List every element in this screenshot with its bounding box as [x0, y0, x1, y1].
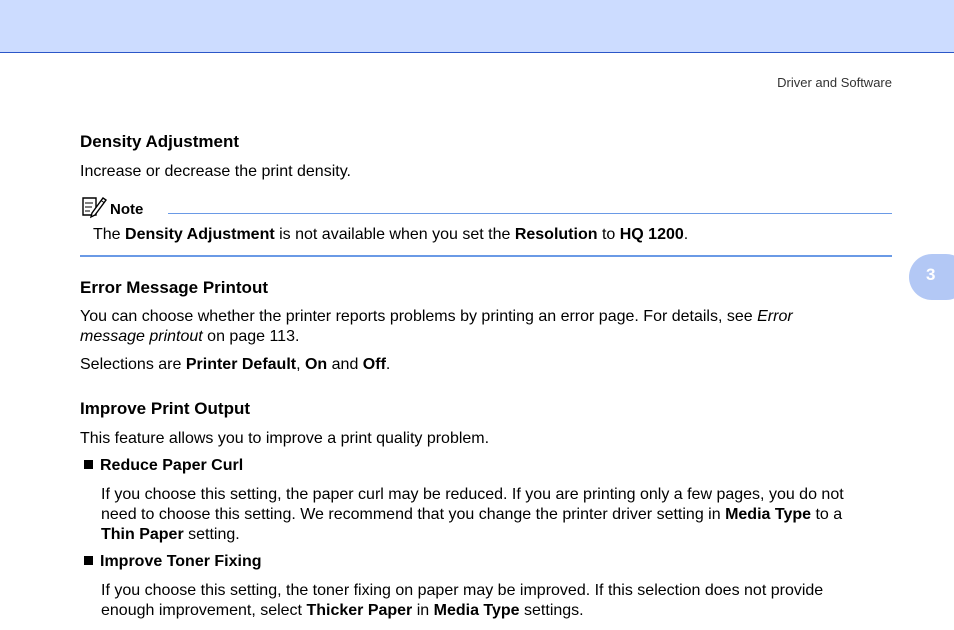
error-heading: Error Message Printout [80, 278, 268, 297]
square-bullet-icon [84, 460, 93, 469]
error-body: You can choose whether the printer reports problems by printing an error page. For details, see Error message printout on page 113. [80, 308, 793, 345]
improve-heading: Improve Print Output [80, 399, 250, 418]
note-pencil-icon [80, 195, 108, 219]
density-body: Increase or decrease the print density. [80, 163, 351, 180]
square-bullet-icon [84, 556, 93, 565]
header-band [0, 0, 954, 53]
note-header [80, 195, 892, 219]
density-heading: Density Adjustment [80, 132, 240, 151]
bullet-toner-fixing: Improve Toner Fixing [84, 553, 262, 571]
reduce-curl-body: If you choose this setting, the paper curl may be reduced. If you are printing only a few pages, you do not need to choose this setting. We recommend that you change the printer driver setting in Media Type to a Thin Paper setting. [101, 486, 844, 543]
chapter-tab [909, 254, 954, 300]
improve-body: This feature allows you to improve a print quality problem. [80, 430, 490, 447]
note-label: Note [110, 201, 144, 218]
bullet-reduce-curl: Reduce Paper Curl [84, 457, 243, 475]
error-xref-link[interactable]: Error [757, 308, 793, 325]
note-text: The Density Adjustment is not available when you set the Resolution to HQ 1200. [93, 226, 689, 243]
note-top-rule [168, 213, 892, 214]
error-xref-link-cont[interactable]: message printout [80, 328, 203, 345]
toner-fixing-body: If you choose this setting, the toner fixing on paper may be improved. If this selection does not provide enough improvement, select Thicker Paper in Media Type settings. [101, 582, 824, 619]
chapter-number: 3 [926, 265, 936, 284]
note-bottom-rule [80, 255, 892, 257]
running-head: Driver and Software [777, 75, 892, 90]
error-selections: Selections are Printer Default, On and Off. [80, 356, 391, 373]
